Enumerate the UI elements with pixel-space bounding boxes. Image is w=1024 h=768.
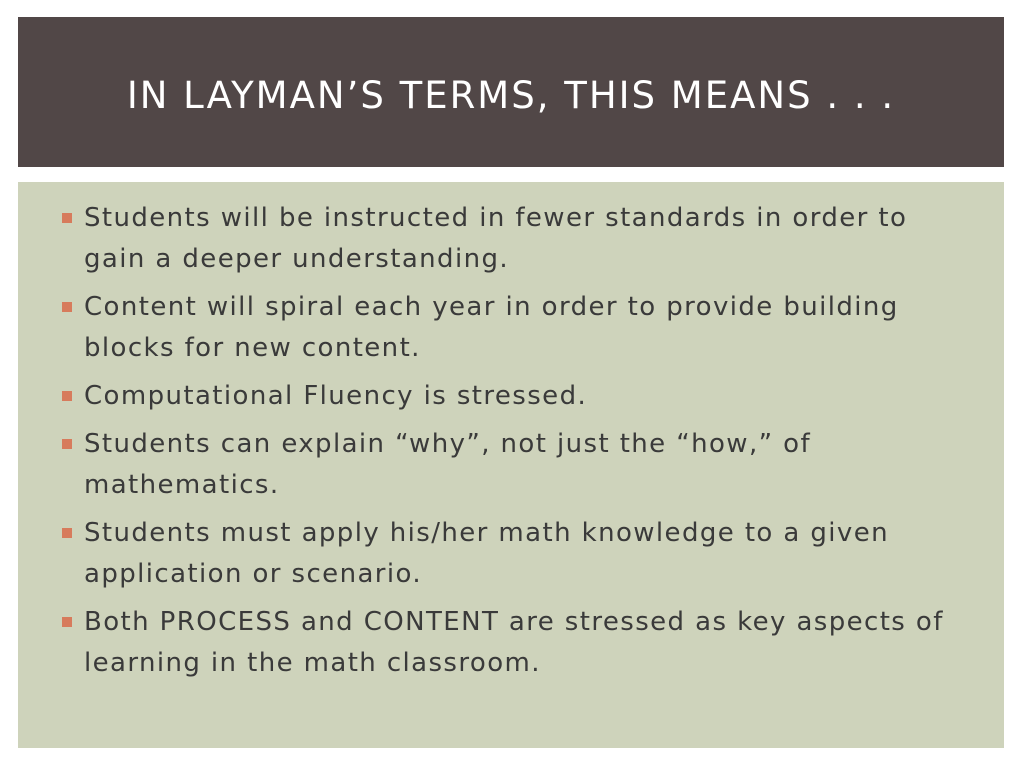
- bullet-item: [62, 198, 962, 280]
- bullet-text: Computational Fluency is stressed.: [84, 381, 588, 411]
- slide-title: IN LAYMAN’S TERMS, THIS MEANS . . .: [126, 73, 896, 117]
- bullet-square-icon: [62, 302, 72, 312]
- bullet-text: Both PROCESS and CONTENT are stressed as key aspects of learning in the math classroom.: [84, 607, 944, 678]
- bullet-square-icon: [62, 528, 72, 538]
- bullet-square-icon: [62, 391, 72, 401]
- bullet-text: Students must apply his/her math knowledge to a given application or scenario.: [84, 518, 889, 589]
- bullet-square-icon: [62, 617, 72, 627]
- bullet-text: Content will spiral each year in order to provide building blocks for new content.: [84, 292, 899, 363]
- bullet-square-icon: [62, 213, 72, 223]
- bullet-text: Students will be instructed in fewer standards in order to gain a deeper understanding.: [84, 203, 908, 274]
- bullet-text: Students can explain “why”, not just the “how,” of mathematics.: [84, 429, 812, 500]
- bullet-list: [62, 198, 962, 691]
- bullet-item: [62, 424, 962, 506]
- bullet-square-icon: [62, 439, 72, 449]
- title-bar: [18, 17, 1004, 167]
- bullet-item: [62, 602, 962, 684]
- bullet-item: [62, 513, 962, 595]
- content-panel: [18, 182, 1004, 748]
- bullet-item: [62, 287, 962, 369]
- bullet-item: [62, 376, 962, 417]
